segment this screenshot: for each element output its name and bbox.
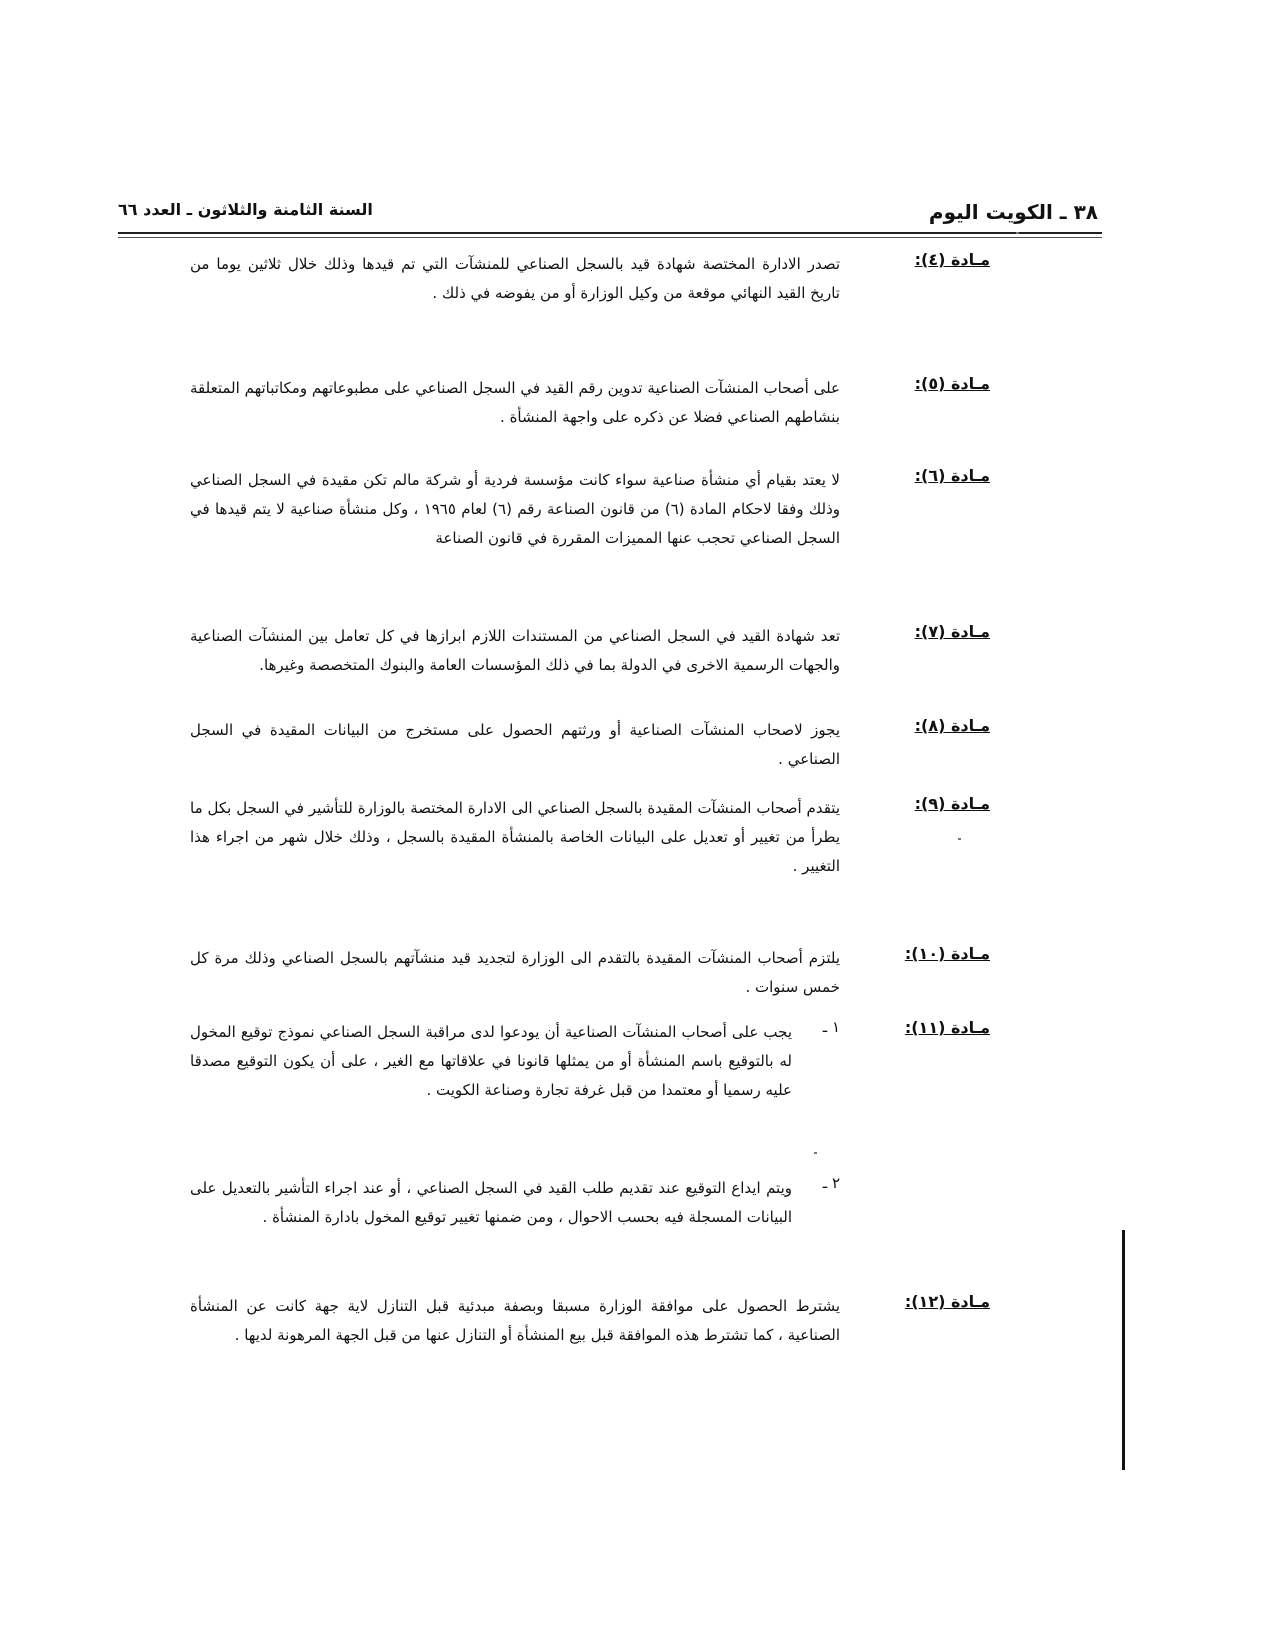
article-text: يلتزم أصحاب المنشآت المقيدة بالتقدم الى الوزارة لتجديد قيد منشآتهم بالسجل الصناعي وذلك مرة كل خمس سنوات . xyxy=(190,949,840,996)
scan-speck xyxy=(1016,232,1019,234)
article-label: مـادة (١٠): xyxy=(904,944,990,963)
article-item-2 xyxy=(190,1174,990,1284)
article-text: لا يعتد بقيام أي منشأة صناعية سواء كانت مؤسسة فردية أو شركة مالم تكن مقيدة في السجل الصناعي وذلك وفقا لاحكام المادة (٦) من قانون الصناعة رقم (٦) لعام ١٩٦٥ ، وكل منشأة صناعية لا يتم قيدها في السجل الصناعي تحجب عنها المميزات المقررة في قانون الصناعة xyxy=(190,471,840,547)
article-text: يتقدم أصحاب المنشآت المقيدة بالسجل الصناعي الى الادارة المختصة بالوزارة للتأشير في السجل بكل ما يطرأ من تغيير أو تعديل على البيانات الخاصة بالمنشأة المقيدة بالسجل ، وذلك خلال شهر من اجراء هذا التغيير . xyxy=(190,799,840,875)
article-text: تصدر الادارة المختصة شهادة قيد بالسجل الصناعي للمنشآت التي تم قيدها وذلك خلال ثلاثين يوما من تاريخ القيد النهائي موقعة من وكيل الوزارة أو من يفوضه في ذلك . xyxy=(190,255,840,302)
item-text: ويتم ايداع التوقيع عند تقديم طلب القيد في السجل الصناعي ، أو عند اجراء التأشير بالتعديل على البيانات المسجلة فيه بحسب الاحوال ، ومن ضمنها تغيير توقيع المخول بادارة المنشأة . xyxy=(190,1179,792,1226)
article-text: على أصحاب المنشآت الصناعية تدوين رقم القيد في السجل الصناعي على مطبوعاتهم ومكاتباتهم المتعلقة بنشاطهم الصناعي فضلا عن ذكره على واجهة المنشأة . xyxy=(190,379,840,426)
item-text: يجب على أصحاب المنشآت الصناعية أن يودعوا لدى مراقبة السجل الصناعي نموذج توقيع المخول له بالتوقيع باسم المنشأة أو من يمثلها قانونا في علاقاتها مع الغير ، على أن يكون التوقيع مصدقا عليه رسميا أو معتمدا من قبل غرفة تجارة وصناعة الكويت . xyxy=(190,1023,792,1099)
article-text: يجوز لاصحاب المنشآت الصناعية أو ورثتهم الحصول على مستخرج من البيانات المقيدة في السجل الصناعي . xyxy=(190,721,840,768)
article-text: تعد شهادة القيد في السجل الصناعي من المستندات اللازم ابرازها في كل تعامل بين المنشآت الصناعية والجهات الرسمية الاخرى في الدولة بما في ذلك المؤسسات العامة والبنوك المتخصصة وغيرها. xyxy=(190,627,840,674)
article-label: مـادة (٩): xyxy=(914,794,990,813)
scan-speck xyxy=(958,838,961,840)
article-label: مـادة (٧): xyxy=(914,622,990,641)
scan-speck xyxy=(814,1152,817,1154)
item-number: ١ ـ xyxy=(822,1018,840,1036)
header-rule xyxy=(118,232,1102,234)
article-label: مـادة (٨): xyxy=(914,716,990,735)
article-label: مـادة (١١): xyxy=(904,1018,990,1037)
article-label: مـادة (٦): xyxy=(914,466,990,485)
article-label: مـادة (٤): xyxy=(914,250,990,269)
article-label: مـادة (١٢): xyxy=(904,1292,990,1311)
issue-info: السنة الثامنة والثلاثون ـ العدد ٦٦ xyxy=(118,200,373,219)
article-label: مـادة (٥): xyxy=(914,374,990,393)
article-11 xyxy=(190,1018,990,1278)
page-title: ٣٨ ـ الكويت اليوم xyxy=(928,200,1098,224)
item-number: ٢ ـ xyxy=(822,1174,840,1192)
header-rule-thin xyxy=(118,237,1102,238)
page-header xyxy=(118,198,1098,232)
scan-edge-line xyxy=(1122,1230,1125,1470)
article-text: يشترط الحصول على موافقة الوزارة مسبقا وبصفة مبدئية قبل التنازل لاية جهة كانت عن المنشأة الصناعية ، كما تشترط هذه الموافقة قبل بيع المنشأة أو التنازل عنها من قبل الجهة المرهونة لديها . xyxy=(190,1297,840,1344)
article-item-1 xyxy=(190,1018,990,1168)
